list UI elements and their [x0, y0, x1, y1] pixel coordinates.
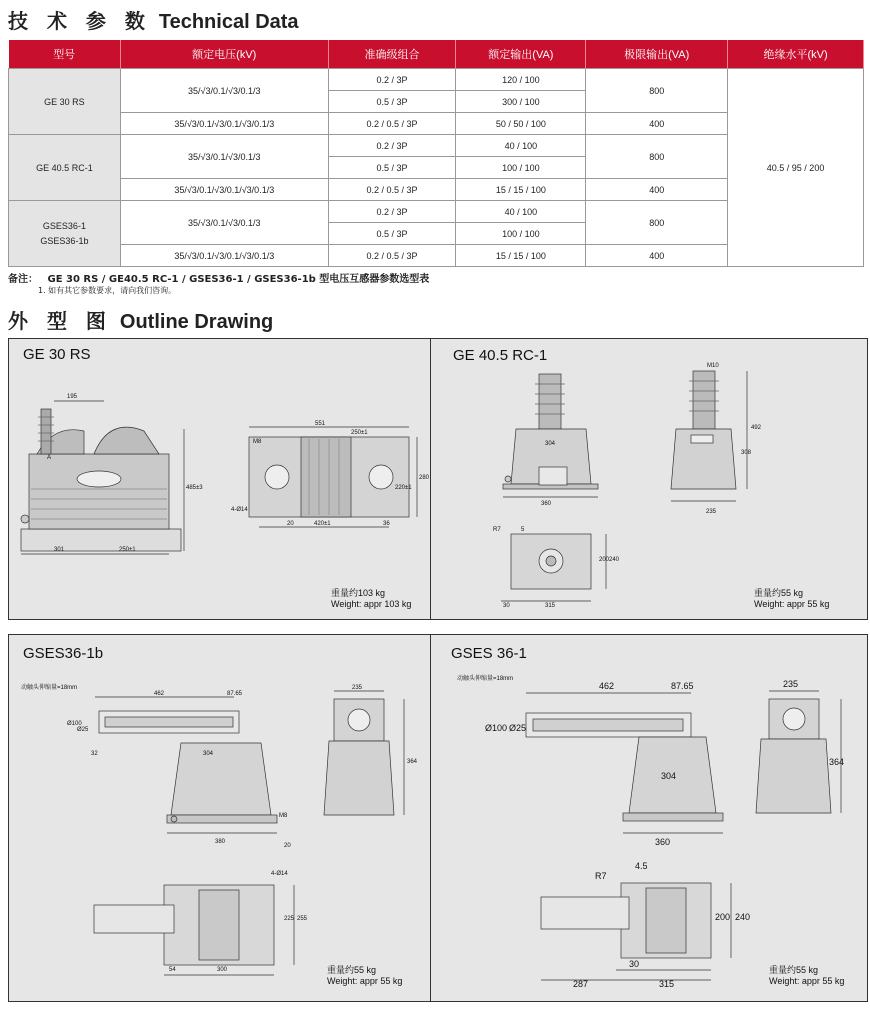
weight-en: Weight: appr 55 kg: [769, 976, 845, 986]
dim-label: 240: [735, 912, 751, 922]
limit-cell: 800: [586, 69, 728, 113]
dim-label: 动触头伸缩量=18mm: [21, 685, 78, 691]
weight-block: [331, 588, 411, 610]
output-cell: 40 / 100: [456, 201, 586, 223]
dim-label: 30: [503, 603, 510, 609]
dim-label: 20: [287, 521, 294, 527]
dim-label: 235: [783, 679, 799, 689]
dim-label: 364: [407, 759, 418, 765]
dim-label: 30: [629, 959, 640, 969]
dim-label: 485±3: [186, 485, 203, 491]
weight-cn: 重量约103 kg: [331, 588, 386, 598]
output-cell: 300 / 100: [456, 91, 586, 113]
dim-label: 54: [169, 967, 176, 973]
dim-label: 5: [521, 527, 525, 533]
col-header-accuracy: 准确级组合: [328, 40, 456, 69]
table-header-row: [9, 40, 864, 69]
table-row: [9, 69, 864, 91]
output-cell: 40 / 100: [456, 135, 586, 157]
dim-label: 380: [215, 839, 226, 845]
col-header-insulation: 绝缘水平(kV): [728, 40, 864, 69]
col-header-voltage: 额定电压(kV): [120, 40, 328, 69]
dim-label: 304: [661, 771, 677, 781]
dim-label: 255: [297, 916, 308, 922]
dim-label: 300: [217, 967, 228, 973]
ge405rc1-drawing: [431, 339, 867, 619]
panel-title: GE 40.5 RC-1: [453, 347, 548, 364]
dim-label: 20: [284, 843, 291, 849]
dim-label: Ø25: [77, 727, 89, 733]
dim-label: 250±1: [351, 430, 368, 436]
weight-en: Weight: appr 103 kg: [331, 599, 412, 609]
output-cell: 100 / 100: [456, 157, 586, 179]
dim-label: M10: [707, 363, 719, 369]
technical-data-heading: [8, 5, 299, 34]
drawing-panel-gses36-1b: [8, 634, 431, 1002]
outline-drawing-heading-en: Outline Drawing: [119, 311, 274, 333]
accuracy-cell: 0.2 / 0.5 / 3P: [328, 245, 456, 267]
dim-label: 364: [829, 757, 845, 767]
weight-cn: 重量约55 kg: [754, 588, 804, 598]
dim-label: R7: [493, 527, 501, 533]
weight-block: [754, 588, 829, 610]
model-name: GSES36-1: [42, 220, 86, 231]
dim-label: 301: [54, 547, 65, 553]
limit-cell: 800: [586, 201, 728, 245]
weight-cn: 重量约55 kg: [327, 965, 377, 975]
technical-data-heading-en: Technical Data: [158, 11, 299, 33]
dim-label: 304: [545, 441, 556, 447]
voltage-cell: 35/√3/0.1/√3/0.1/√3/0.1/3: [120, 113, 328, 135]
outline-drawing-heading: [8, 305, 273, 334]
dim-label: 200: [599, 557, 610, 563]
voltage-cell: 35/√3/0.1/√3/0.1/√3/0.1/3: [120, 179, 328, 201]
output-cell: 15 / 15 / 100: [456, 245, 586, 267]
limit-cell: 400: [586, 113, 728, 135]
outline-drawing-heading-cn: 外 型 图: [8, 309, 112, 333]
spec-table: [8, 40, 864, 267]
dim-label: 240: [609, 557, 620, 563]
dim-label: 4-Ø14: [231, 507, 248, 513]
dim-label: 235: [352, 685, 363, 691]
weight-cn: 重量约55 kg: [769, 965, 819, 975]
dim-label: 195: [67, 394, 78, 400]
accuracy-cell: 0.2 / 3P: [328, 135, 456, 157]
voltage-cell: 35/√3/0.1/√3/0.1/3: [120, 69, 328, 113]
accuracy-cell: 0.2 / 0.5 / 3P: [328, 179, 456, 201]
technical-data-heading-cn: 技 术 参 数: [8, 9, 151, 33]
dim-label: 308: [741, 450, 752, 456]
dim-label: M8: [279, 813, 288, 819]
dim-label: 315: [659, 979, 675, 989]
dim-label: Ø25: [509, 723, 527, 733]
dim-label: 492: [751, 425, 762, 431]
dim-label: 87.65: [671, 681, 694, 691]
output-cell: 100 / 100: [456, 223, 586, 245]
limit-cell: 800: [586, 135, 728, 179]
model-cell: [9, 201, 121, 267]
dim-label: 304: [203, 751, 214, 757]
dim-label: 462: [599, 681, 615, 691]
dim-label: Ø100: [485, 723, 508, 733]
gses36-1b-drawing: [9, 635, 430, 1001]
drawing-panel-gses36-1: [430, 634, 868, 1002]
note-line: 1. 如有其它参数要求，请向我们咨询。: [38, 286, 177, 295]
dim-label: 315: [545, 603, 556, 609]
accuracy-cell: 0.5 / 3P: [328, 91, 456, 113]
limit-cell: 400: [586, 179, 728, 201]
accuracy-cell: 0.2 / 3P: [328, 201, 456, 223]
col-header-limit: 极限输出(VA): [586, 40, 728, 69]
model-cell: GE 30 RS: [9, 69, 121, 135]
col-header-model: 型号: [9, 40, 121, 69]
accuracy-cell: 0.5 / 3P: [328, 157, 456, 179]
drawing-panel-ge405rc1: [430, 338, 868, 620]
panel-title: GSES36-1b: [23, 645, 104, 662]
dim-label: 200: [715, 912, 731, 922]
ge30rs-drawing: [9, 339, 430, 619]
dim-label: 360: [655, 837, 671, 847]
weight-en: Weight: appr 55 kg: [327, 976, 403, 986]
table-note: [8, 270, 429, 285]
voltage-cell: 35/√3/0.1/√3/0.1/3: [120, 201, 328, 245]
output-cell: 120 / 100: [456, 69, 586, 91]
dim-label: 4-Ø14: [271, 871, 288, 877]
model-name: GSES36-1b: [40, 235, 89, 246]
panel-title: GE 30 RS: [23, 346, 91, 363]
dim-label: 220±1: [395, 485, 412, 491]
dim-label: 动触头伸缩量=18mm: [457, 676, 514, 682]
output-cell: 15 / 15 / 100: [456, 179, 586, 201]
dim-label: 462: [154, 691, 165, 697]
dim-label: 32: [91, 751, 98, 757]
insulation-cell: 40.5 / 95 / 200: [728, 69, 864, 267]
dim-label: A: [47, 455, 52, 461]
note-label: 备注：: [8, 274, 38, 285]
weight-block: [327, 965, 402, 987]
model-cell: GE 40.5 RC-1: [9, 135, 121, 201]
voltage-cell: 35/√3/0.1/√3/0.1/√3/0.1/3: [120, 245, 328, 267]
dim-label: 36: [383, 521, 390, 527]
col-header-output: 额定输出(VA): [456, 40, 586, 69]
dim-label: 225: [284, 916, 295, 922]
dim-label: 87.65: [227, 691, 243, 697]
dim-label: 235: [706, 509, 717, 515]
dim-label: 4.5: [635, 861, 648, 871]
gses36-1-drawing: [431, 635, 867, 1001]
dim-label: 287: [573, 979, 589, 989]
dim-label: 551: [315, 421, 326, 427]
panel-title: GSES 36-1: [451, 645, 527, 662]
weight-block: [769, 965, 844, 987]
dim-label: 420±1: [314, 521, 331, 527]
dim-label: M8: [253, 439, 262, 445]
output-cell: 50 / 50 / 100: [456, 113, 586, 135]
dim-label: Ø100: [67, 721, 82, 727]
note-text: GE 30 RS / GE40.5 RC-1 / GSES36-1 / GSES36-1b 型电压互感器参数选型表: [47, 274, 430, 285]
drawing-panel-ge30rs: [8, 338, 431, 620]
dim-label: R7: [595, 871, 607, 881]
dim-label: 280: [419, 475, 430, 481]
accuracy-cell: 0.2 / 3P: [328, 69, 456, 91]
accuracy-cell: 0.5 / 3P: [328, 223, 456, 245]
voltage-cell: 35/√3/0.1/√3/0.1/3: [120, 135, 328, 179]
weight-en: Weight: appr 55 kg: [754, 599, 830, 609]
accuracy-cell: 0.2 / 0.5 / 3P: [328, 113, 456, 135]
limit-cell: 400: [586, 245, 728, 267]
dim-label: 360: [541, 501, 552, 507]
dim-label: 250±1: [119, 547, 136, 553]
